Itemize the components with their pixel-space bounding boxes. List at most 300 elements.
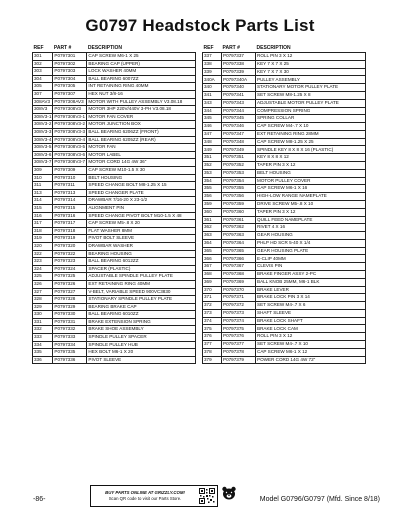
header-ref: REF [33,45,44,51]
qr-code-icon[interactable] [199,488,215,504]
table-row [203,53,366,61]
cell-ref: 316 [33,212,53,220]
cell-ref: 308V3-4 [33,136,53,144]
cell-description: BALL KNOB 25MM, M6-1 BLK [256,278,366,286]
cell-description: PIVOT BOLT SLEEVE [87,235,196,243]
cell-part-number: P0797374 [222,317,256,325]
cell-part-number: P0797313 [53,189,87,197]
cell-description: EXT RETAINING RING 28MM [256,130,366,138]
table-row [33,334,196,342]
cell-part-number: P0797351 [222,154,256,162]
cell-ref: 327 [33,288,53,296]
cell-ref: 361 [203,216,222,224]
cell-description: CLEVIS PIN [256,263,366,271]
cell-part-number: P0797348 [222,138,256,146]
cell-description: SPEED CHANGE PIVOT BOLT M10-1.5 X 48 [87,212,196,220]
cell-part-number: P0797308V3-3 [53,129,87,137]
cell-part-number: P0797308V3-4 [53,136,87,144]
cell-part-number: P0797379 [222,356,256,364]
table-row [33,349,196,357]
table-row [203,154,366,162]
cell-description: ROLL PIN 3 X 12 [256,53,366,61]
cell-description: SHAFT SLEEVE [256,309,366,317]
table-row [33,235,196,243]
cell-ref: 308V3-3 [33,129,53,137]
cell-part-number: P0797359 [222,200,256,208]
table-row [33,250,196,258]
cell-description: TAPER PIN 3 X 12 [256,208,366,216]
table-row [203,239,366,247]
cell-description: PULLEY ASSEMBLY [256,76,366,84]
cell-ref: 319 [33,235,53,243]
cell-description: SET SCREW M4-.7 X 6 [256,302,366,310]
cell-description: ROLL PIN 3 X 12 [256,333,366,341]
cell-ref: 343 [203,99,222,107]
cell-ref: 308V3-1 [33,113,53,121]
cell-ref: 364 [203,239,222,247]
table-row [33,68,196,76]
cell-description: EXT RETAINING RING 40MM [87,280,196,288]
cell-ref: 305 [33,83,53,91]
cell-description: CAP SCREW M6-1 X 25 [87,53,196,61]
cell-part-number: P0797311 [53,182,87,190]
cell-description: INT RETAINING RING 40MM [87,83,196,91]
table-row [33,204,196,212]
cell-part-number: P0797346 [222,123,256,131]
table-row [203,208,366,216]
cell-part-number: P0797302 [53,60,87,68]
cell-ref: 373 [203,309,222,317]
cell-part-number: P0797368 [222,270,256,278]
cell-description: BEARING CAP (UPPER) [87,60,196,68]
cell-ref: 307 [33,91,53,99]
table-row [33,311,196,319]
cell-description: MOTOR LABEL [87,151,196,159]
cell-part-number: P0797349 [222,146,256,154]
cell-part-number: P0797363 [222,232,256,240]
cell-description: BALL BEARING 6007ZZ [87,75,196,83]
cell-description: BELT HOUSING [256,169,366,177]
cell-ref: 352 [203,162,222,170]
table-row [33,258,196,266]
cell-ref: 377 [203,341,222,349]
cell-ref: 317 [33,220,53,228]
cell-part-number: P0797318 [53,227,87,235]
cell-ref: 311 [33,182,53,190]
cell-description: HEX NUT 3/8-16 [87,91,196,99]
cell-ref: 323 [33,258,53,266]
table-row [203,123,366,131]
cell-description: DRAWBAR WASHER [87,242,196,250]
table-row [33,167,196,175]
table-row [203,286,366,294]
cell-ref: 353 [203,169,222,177]
cell-part-number: P0797362 [222,224,256,232]
table-row [33,296,196,304]
cell-part-number: P0797336 [53,356,87,364]
cell-ref: 370 [203,286,222,294]
cell-ref: 309 [33,167,53,175]
cell-description: CAP SCREW M10-1.5 X 30 [87,167,196,175]
cell-ref: 363 [203,232,222,240]
cell-part-number: P0797356 [222,193,256,201]
cell-description: BRAKE LOCK SHAFT [256,317,366,325]
cell-ref: 315 [33,204,53,212]
cell-description: CAP SCREW M6-1 X 12 [256,348,366,356]
cell-description: BRAKE FINGER ASSY 2-PC [256,270,366,278]
table-row [33,265,196,273]
table-row [33,341,196,349]
cell-description: ADJUSTABLE MOTOR PULLEY PLATE [256,99,366,107]
cell-ref: 371 [203,294,222,302]
cell-description: BRAKE LOCK PIN 3 X 14 [256,294,366,302]
cell-part-number: P0797353 [222,169,256,177]
table-row [33,53,196,61]
table-row [203,348,366,356]
cell-part-number: P0797352 [222,162,256,170]
table-row [203,169,366,177]
cell-description: MOTOR JUNCTION BOX [87,121,196,129]
cell-ref: 318 [33,227,53,235]
cell-part-number: P0797308V3-5 [53,144,87,152]
table-row [203,263,366,271]
buy-parts-headline: BUY PARTS ONLINE AT GRIZZLY.COM! [105,490,185,495]
cell-ref: 340A [203,76,222,84]
cell-description: BRAKE LOCK CAM [256,325,366,333]
cell-description: SPINDLE KEY 8 X 8 X 16 (PLASTIC) [256,146,366,154]
cell-ref: 374 [203,317,222,325]
page-footer [0,480,400,510]
cell-ref: 348 [203,138,222,146]
cell-part-number: P0797329 [53,303,87,311]
cell-ref: 334 [33,341,53,349]
table-row [33,91,196,99]
cell-part-number: P0797338 [222,60,256,68]
cell-description: MOTOR PULLEY COVER [256,177,366,185]
cell-part-number: P0797340 [222,84,256,92]
cell-part-number: P0797372 [222,302,256,310]
cell-ref: 325 [33,273,53,281]
buy-parts-text [91,490,199,502]
cell-ref: 359 [203,200,222,208]
parts-table-left [32,45,196,364]
cell-description: BALL BEARING 6012ZZ [87,258,196,266]
cell-part-number: P0797303 [53,68,87,76]
cell-ref: 313 [33,189,53,197]
table-row [33,144,196,152]
cell-description: BALL BEARING 6206ZZ (FRONT) [87,129,196,137]
cell-part-number: P0797375 [222,325,256,333]
table-row [203,278,366,286]
cell-description: MOTOR WITH PULLEY ASSEMBLY V3.08.18 [87,98,196,106]
table-row [33,356,196,364]
cell-ref: 345 [203,115,222,123]
table-row [33,326,196,334]
table-row [33,212,196,220]
cell-part-number: P0797309 [53,167,87,175]
cell-part-number: P0797365 [222,247,256,255]
cell-description: LOCK WASHER 40MM [87,68,196,76]
table-header-row [203,45,366,53]
table-row [203,302,366,310]
cell-ref: 304 [33,75,53,83]
cell-part-number: P0797314 [53,197,87,205]
cell-part-number: P0797335 [53,349,87,357]
cell-description: KEY 7 X 7 X 25 [256,60,366,68]
cell-part-number: P0797326 [53,280,87,288]
cell-description: SPRING COLLAR [256,115,366,123]
cell-description: PIVOT SLEEVE [87,356,196,364]
cell-part-number: P0797373 [222,309,256,317]
cell-part-number: P0797364 [222,239,256,247]
cell-part-number: P0797319 [53,235,87,243]
cell-ref: 355 [203,185,222,193]
header-description: DESCRIPTION [87,45,123,51]
cell-ref: 303 [33,68,53,76]
cell-part-number: P0797328 [53,296,87,304]
cell-ref: 332 [33,326,53,334]
table-row [33,197,196,205]
cell-description: BALL BEARING 6010ZZ [87,311,196,319]
cell-ref: 333 [33,334,53,342]
cell-description: ADJUSTABLE SPINDLE PULLEY PLATE [87,273,196,281]
parts-tables [32,45,366,364]
cell-part-number: P0797337 [222,53,256,61]
cell-ref: 314 [33,197,53,205]
cell-part-number: P0797308V3-2 [53,121,87,129]
cell-description: BRAKE LEVER [256,286,366,294]
cell-part-number: P0797324 [53,265,87,273]
cell-description: BRAKE SHOE ASSEMBLY [87,326,196,334]
page-title: G0797 Headstock Parts List [85,16,315,35]
table-row [203,92,366,100]
table-row [33,227,196,235]
table-row [203,294,366,302]
table-row [33,75,196,83]
table-row [203,162,366,170]
cell-part-number: P0797354 [222,177,256,185]
cell-part-number: P0797317 [53,220,87,228]
table-row [33,220,196,228]
table-row [33,303,196,311]
cell-description: BRAKE EXTENSION SPRING [87,318,196,326]
cell-ref: 308V3-2 [33,121,53,129]
table-row [203,309,366,317]
table-row [203,270,366,278]
cell-part-number: P0797307 [53,91,87,99]
table-row [203,356,366,364]
table-row [33,136,196,144]
cell-description: BELT HOUSING [87,174,196,182]
table-row [203,146,366,154]
cell-part-number: P0797370 [222,286,256,294]
cell-description: GEAR HOUSING [256,232,366,240]
cell-ref: 308V3-5 [33,144,53,152]
table-row [33,182,196,190]
cell-part-number: P0797340A [222,76,256,84]
table-row [203,216,366,224]
cell-ref: 351 [203,154,222,162]
cell-description: SET SCREW M8-1.25 X 8 [256,92,366,100]
cell-part-number: P0797377 [222,341,256,349]
cell-description: QUILL FEED NAMEPLATE [256,216,366,224]
cell-part-number: P0797323 [53,258,87,266]
header-part-number: PART # [53,45,72,51]
table-row [33,189,196,197]
cell-ref: 344 [203,107,222,115]
cell-description: ALIGNMENT PIN [87,204,196,212]
cell-ref: 347 [203,130,222,138]
cell-ref: 324 [33,265,53,273]
table-row [203,99,366,107]
table-row [33,242,196,250]
table-row [33,60,196,68]
table-row [203,84,366,92]
cell-ref: 378 [203,348,222,356]
table-row [203,185,366,193]
table-row [203,138,366,146]
table-row [33,288,196,296]
cell-part-number: P0797304 [53,75,87,83]
cell-part-number: P0797366 [222,255,256,263]
cell-ref: 362 [203,224,222,232]
cell-ref: 340 [203,84,222,92]
cell-part-number: P0797345 [222,115,256,123]
cell-description: CAP SCREW M8-1.25 X 25 [256,138,366,146]
buy-parts-subline: Scan QR code to visit our Parts Store. [108,496,182,501]
table-row [33,129,196,137]
cell-description: STATIONARY MOTOR PULLEY PLATE [256,84,366,92]
cell-description: E-CLIP 40MM [256,255,366,263]
cell-description: CAP SCREW M4-.7 X 10 [256,123,366,131]
cell-part-number: P0797330 [53,311,87,319]
cell-description: DRIVE SCREW M5-.8 X 10 [256,200,366,208]
cell-ref: 379 [203,356,222,364]
cell-description: CAP SCREW M5-.8 X 20 [87,220,196,228]
table-row [203,130,366,138]
cell-description: SPEED CHANGE BOLT M8-1.25 X 15 [87,182,196,190]
cell-description: DRAWBAR 7/16-20 X 23-1/2 [87,197,196,205]
cell-part-number: P0797341 [222,92,256,100]
cell-ref: 308V3-7 [33,159,53,167]
table-row [203,232,366,240]
cell-description: SPINDLE PULLEY SPACER [87,334,196,342]
page-number: -86- [33,496,46,503]
cell-part-number: P0797334 [53,341,87,349]
cell-part-number: P0797369 [222,278,256,286]
cell-ref: 356 [203,193,222,201]
cell-description: KEY 7 X 7 X 30 [256,68,366,76]
cell-part-number: P0797308V3 [53,106,87,114]
cell-ref: 330 [33,311,53,319]
table-row [33,121,196,129]
cell-description: FLAT WASHER 8MM [87,227,196,235]
cell-part-number: P0797376 [222,333,256,341]
table-row [33,318,196,326]
cell-part-number: P0797343 [222,99,256,107]
cell-part-number: P0797308V3-7 [53,159,87,167]
cell-ref: 320 [33,242,53,250]
table-row [33,83,196,91]
cell-part-number: P0797320 [53,242,87,250]
cell-ref: 346 [203,123,222,131]
cell-description: HEX BOLT M6-1 X 20 [87,349,196,357]
table-row [203,333,366,341]
table-header-row [33,45,196,53]
cell-description: SPACER (PLASTIC) [87,265,196,273]
cell-description: V-BELT, VARIABLE SPEED 900VC3830 [87,288,196,296]
table-row [203,107,366,115]
cell-part-number: P0797347 [222,130,256,138]
cell-description: MOTOR FAN COVER [87,113,196,121]
cell-part-number: P0797355 [222,185,256,193]
cell-ref: 341 [203,92,222,100]
cell-ref: 302 [33,60,53,68]
cell-part-number: P0797378 [222,348,256,356]
cell-ref: 326 [33,280,53,288]
cell-description: RIVET 4 X 16 [256,224,366,232]
table-row [33,273,196,281]
cell-ref: 310 [33,174,53,182]
cell-description: POWER CORD 14G 4W 72" [256,356,366,364]
table-row [203,224,366,232]
cell-ref: 368 [203,270,222,278]
cell-ref: 331 [33,318,53,326]
cell-part-number: P0797308AV3 [53,98,87,106]
cell-part-number: P0797360 [222,208,256,216]
table-row [203,177,366,185]
cell-ref: 360 [203,208,222,216]
cell-part-number: P0797367 [222,263,256,271]
table-row [203,247,366,255]
cell-ref: 349 [203,146,222,154]
cell-part-number: P0797325 [53,273,87,281]
cell-ref: 376 [203,333,222,341]
table-row [203,68,366,76]
cell-ref: 372 [203,302,222,310]
cell-ref: 375 [203,325,222,333]
grizzly-bear-logo-icon [221,486,237,500]
buy-parts-banner[interactable] [90,485,218,507]
cell-description: MOTOR CORD 14G 4W 36" [87,159,196,167]
cell-description: COMPRESSION SPRING [256,107,366,115]
cell-part-number: P0797327 [53,288,87,296]
table-row [203,255,366,263]
cell-description: SPEED CHANGER PLATE [87,189,196,197]
cell-ref: 367 [203,263,222,271]
table-row [203,193,366,201]
cell-ref: 365 [203,247,222,255]
table-row [33,113,196,121]
cell-part-number: P0797332 [53,326,87,334]
cell-description: SPINDLE PULLEY HUB [87,341,196,349]
cell-description: PHLP HD SCR 5-40 X 1/4 [256,239,366,247]
cell-part-number: P0797315 [53,204,87,212]
cell-description: SET SCREW M4-.7 X 10 [256,341,366,349]
table-row [33,174,196,182]
cell-part-number: P0797310 [53,174,87,182]
table-row [203,60,366,68]
cell-ref: 337 [203,53,222,61]
table-row [203,200,366,208]
cell-part-number: P0797316 [53,212,87,220]
cell-part-number: P0797339 [222,68,256,76]
cell-description: CAP SCREW M6-1 X 16 [256,185,366,193]
cell-description: BEARING BRAKE CAP [87,303,196,311]
cell-ref: 322 [33,250,53,258]
cell-ref: 308V3 [33,106,53,114]
cell-description: KEY 8 X 8 X 12 [256,154,366,162]
